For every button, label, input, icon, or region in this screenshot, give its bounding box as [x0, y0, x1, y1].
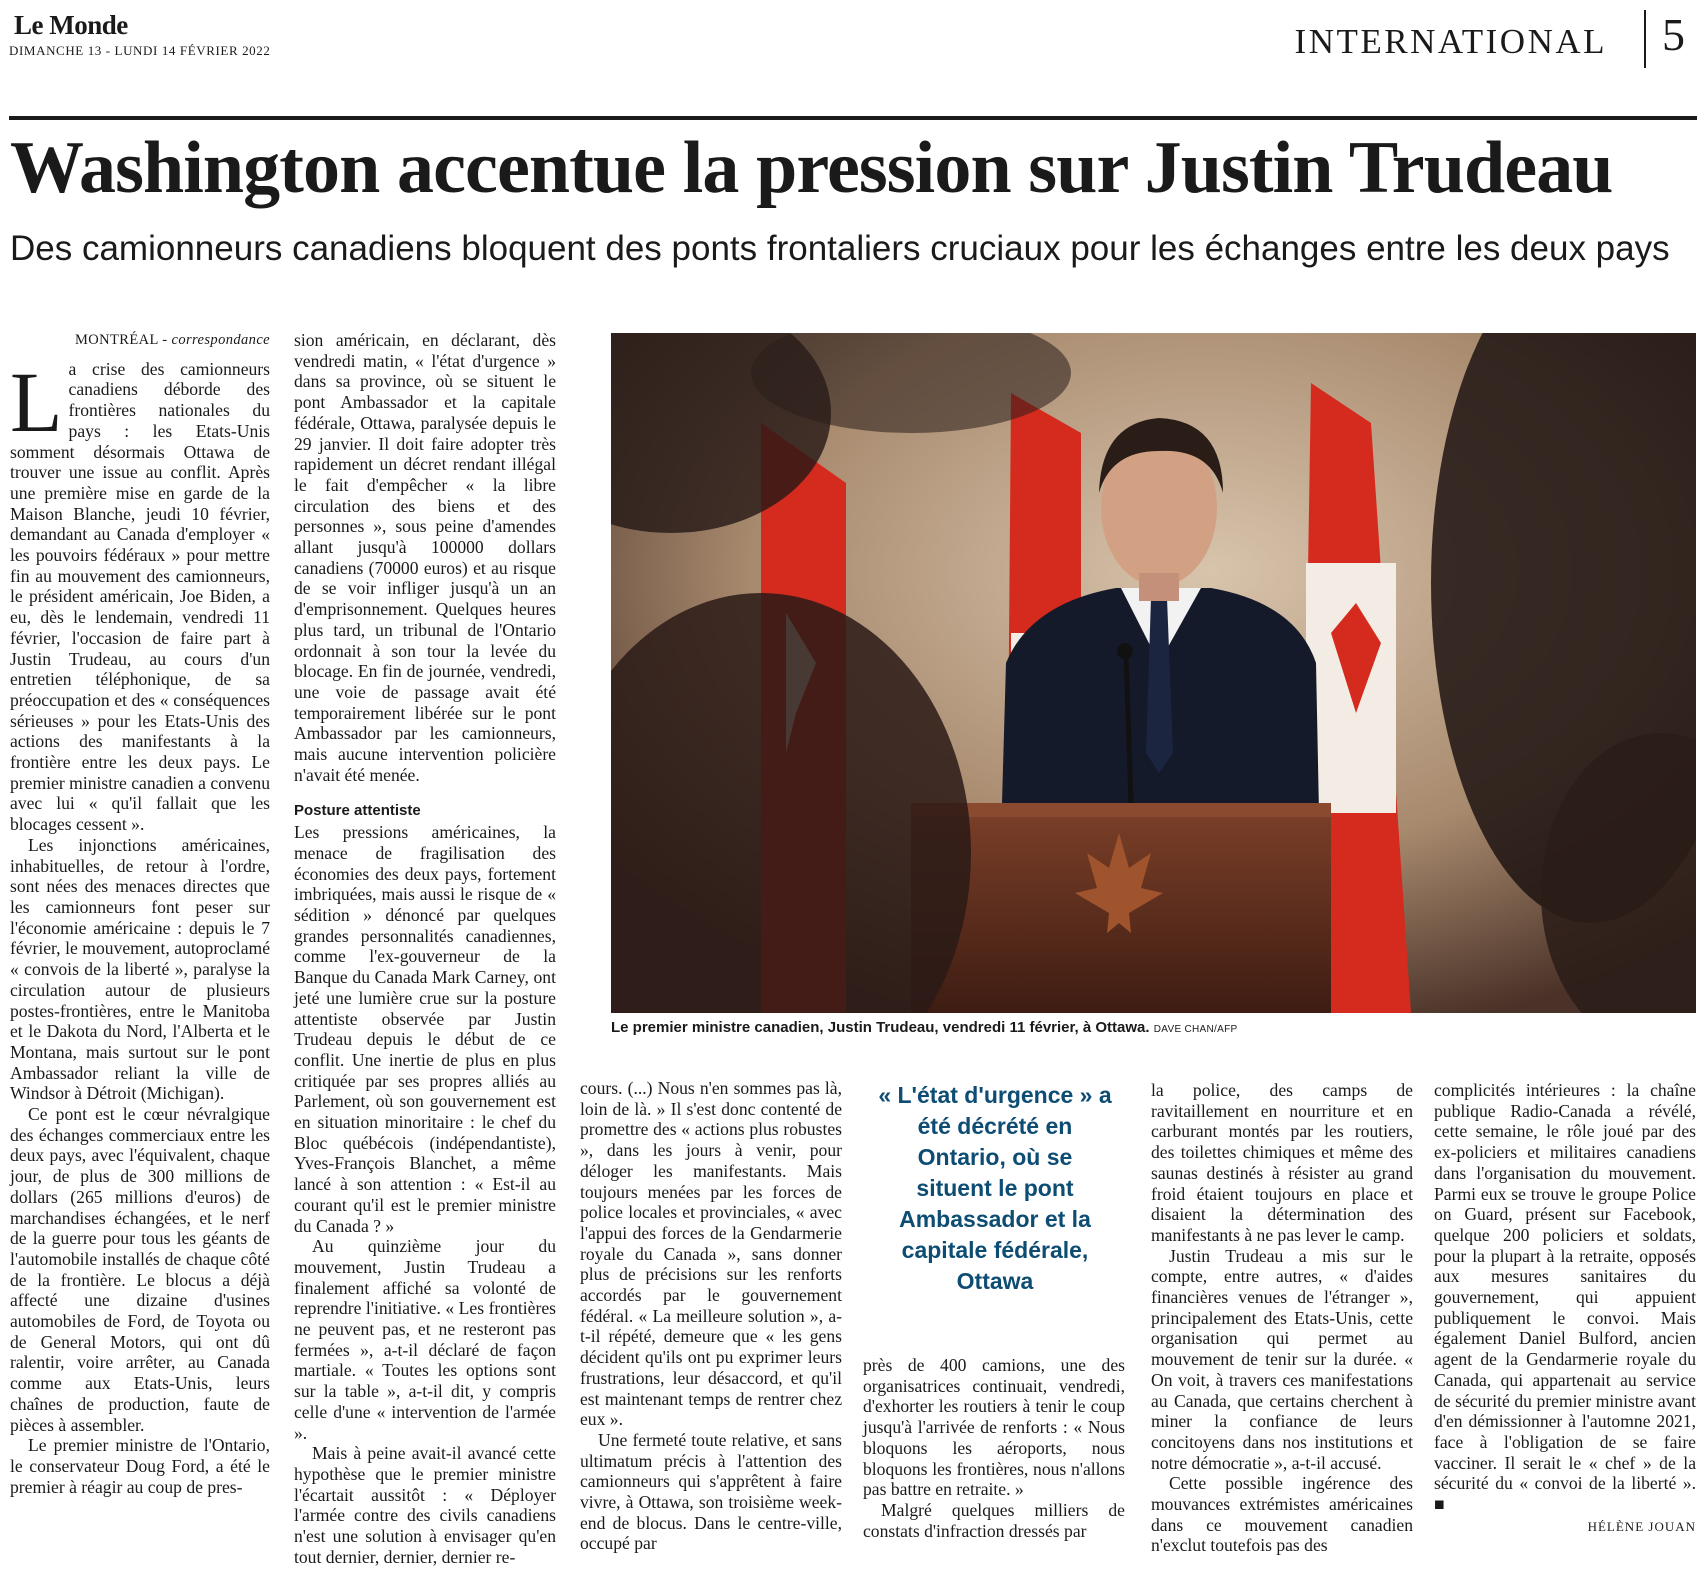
article-column-6	[1434, 1080, 1696, 1537]
paragraph: Une fermeté toute relative, et sans ultimatum précis à l'attention des camionneurs qui s'apprêtent à faire vivre, à Ottawa, son troisième week-end de blocus. Dans le centre-ville, occupé par	[580, 1429, 842, 1554]
page-number: 5	[1662, 9, 1685, 60]
subheadline: Des camionneurs canadiens bloquent des ponts frontaliers cruciaux pour les échanges entre les deux pays	[10, 229, 1670, 268]
paragraph: Les injonctions américaines, inhabituelles, de retour à l'ordre, sont nées des menaces directes que les camionneurs font peser sur l'économie américaine : depuis le 7 février, le mouvement, autoproclamé « convois de la liberté », paralyse la circulation autour de plusieurs postes-frontières, entre le Manitoba et le Dakota du Nord, l'Alberta et le Montana, mais surtout sur le pont Ambassador reliant la ville de Windsor à Détroit (Michigan).	[10, 834, 270, 1104]
subhead: Posture attentiste	[294, 802, 421, 820]
paragraph: sion américain, en déclarant, dès vendredi matin, « l'état d'urgence » dans sa province, où se situent le pont Ambassador et la capitale fédérale, Ottawa, paralysée depuis le 29 janvier. Il doit faire adopter très rapidement un décret rendant illégal le fait d'empêcher « la libre circulation des biens et des personnes », sous peine d'amendes allant jusqu'à 100000 dollars canadiens (70000 euros) et au risque de se voir infliger jusqu'à un an d'emprisonnement. Quelques heures plus tard, un tribunal de l'Ontario ordonnait à son tour la levée du blocage. En fin de journée, vendredi, une voie de passage avait été temporairement libérée sur le pont Ambassador par les camionneurs, mais aucune intervention policière n'avait été menée.	[294, 330, 556, 785]
paragraph: La crise des camionneurs canadiens déborde des frontières nationales du pays : les Etats-Unis somment désormais Ottawa de trouver une issue au conflit. Après une première mise en garde de la Maison Blanche, jeudi 10 février, demandant au Canada d'employer « les pouvoirs fédéraux » pour mettre fin au mouvement des camionneurs, le président américain, Joe Biden, a eu, dès le lendemain, vendredi 11 février, l'occasion de faire part à Justin Trudeau, au cours d'un entretien téléphonique, de sa préoccupation et des « conséquences sérieuses » pour les Etats-Unis des actions des manifestants à la frontière entre les deux pays. Le premier ministre canadien a convenu avec lui « qu'il fallait que les blocages cessent ».	[10, 353, 270, 835]
article-column-3	[580, 1078, 842, 1554]
issue-date: DIMANCHE 13 - LUNDI 14 FÉVRIER 2022	[9, 43, 271, 58]
paragraph: Cette possible ingérence des mouvances extrémistes américaines dans ce mouvement canadien n'exclut toutefois pas des	[1151, 1473, 1413, 1556]
pull-quote: « L'état d'urgence » a été décrété en Ontario, où se situent le pont Ambassador et la capitale fédérale, Ottawa	[878, 1082, 1112, 1294]
article-column-4	[863, 1355, 1125, 1541]
article-column-1	[10, 330, 270, 1497]
paragraph: cours. (...) Nous n'en sommes pas là, loin de là. » Il s'est donc contenté de promettre des « actions plus robustes », dans les jours à venir, pour déloger les manifestants. Mais toujours menées par les forces de police locales et provinciales, « avec l'appui des forces de la Gendarmerie royale du Canada », sans donner plus de précisions sur les renforts accordés par le gouvernement fédéral. « La meilleure solution », a-t-il répété, demeure que « les gens décident qu'ils ont pu exprimer leurs frustrations, leur désaccord, et qu'il est maintenant temps de rentrer chez eux ».	[580, 1078, 842, 1430]
paragraph: Les pressions américaines, la menace de fragilisation des économies des deux pays, fortement imbriquées, mais aussi le risque de « sédition » dénoncé par quelques grandes personnalités canadiennes, comme l'ex-gouverneur de la Banque du Canada Mark Carney, ont jeté une lumière crue sur la posture attentiste observée par Justin Trudeau depuis le début de ce conflit. Une inertie de plus en plus critiquée par ses propres alliés au Parlement, où son gouvernement est en situation minoritaire : le chef du Bloc québécois (indépendantiste), Yves-François Blanchet, a même lancé à son attention : « Est-il au courant qu'il est le premier ministre du Canada ? »	[294, 822, 556, 1236]
paragraph: Mais à peine avait-il avancé cette hypothèse que le premier ministre l'écartait aussitôt : « Déployer l'armée contre des civils canadiens n'est une solution à envisager qu'en tout dernier, dernier, dernier re-	[294, 1443, 556, 1567]
paragraph: Le premier ministre de l'Ontario, le conservateur Doug Ford, a été le premier à réagir au coup de pres-	[10, 1435, 270, 1497]
top-rule	[9, 116, 1697, 120]
section-divider	[1644, 10, 1646, 68]
photo-credit: DAVE CHAN/AFP	[1153, 1024, 1238, 1035]
photo-caption: Le premier ministre canadien, Justin Trudeau, vendredi 11 février, à Ottawa. DAVE CHAN/AFP	[611, 1019, 1238, 1036]
newspaper-logo: Le Monde	[14, 10, 128, 40]
paragraph: Au quinzième jour du mouvement, Justin Trudeau a finalement affiché sa volonté de reprendre l'initiative. « Les frontières ne peuvent pas, et ne resteront pas fermées », a-t-il déclaré de façon martiale. « Toutes les options sont sur la table », a-t-il dit, y compris celle d'une « intervention de l'armée ».	[294, 1236, 556, 1443]
paragraph: Malgré quelques milliers de constats d'infraction dressés par	[863, 1499, 1125, 1541]
byline: HÉLÈNE JOUAN	[1587, 1518, 1696, 1534]
drop-cap: L	[10, 353, 63, 450]
dateline: MONTRÉAL - correspondance	[75, 332, 270, 348]
paragraph: près de 400 camions, une des organisatrices continuait, vendredi, d'exhorter les routiers à tenir le coup jusqu'à l'arrivée de renforts : « Nous bloquons les aéroports, nous bloquons les frontières, nous n'allons pas battre en retraite. »	[863, 1355, 1125, 1500]
podium	[911, 803, 1331, 1013]
photo-illustration	[611, 333, 1696, 1013]
paragraph: complicités intérieures : la chaîne publique Radio-Canada a révélé, cette semaine, le rôle joué par des ex-policiers et militaires canadiens dans l'organisation du mouvement. Parmi eux se trouve le groupe Police on Guard, présent sur Facebook, quelque 200 policiers et soldats, pour la plupart à la retraite, opposés aux mesures sanitaires du gouvernement, qui appuient publiquement le convoi. Mais également Daniel Bulford, ancien agent de la Gendarmerie royale du Canada, qui appartenait au service de sécurité du premier ministre avant d'en démissionner à l'automne 2021, face à l'obligation de se faire vacciner. Il serait le « chef » de la sécurité du « convoi de la liberté ». ■	[1434, 1080, 1696, 1515]
section-name: INTERNATIONAL	[1294, 22, 1607, 61]
paragraph: Justin Trudeau a mis sur le compte, entre autres, « d'aides financières venues de l'étranger », principalement des Etats-Unis, cette organisation qui permet au mouvement de tenir sur la durée. « On voit, à travers ces manifestations au Canada, que certains cherchent à miner la confiance de leurs concitoyens dans nos institutions et notre démocratie », a-t-il accusé.	[1151, 1245, 1413, 1473]
paragraph: Ce pont est le cœur névralgique des échanges commerciaux entre les deux pays, avec l'équivalent, chaque jour, de plus de 300 millions de dollars (265 millions d'euros) de marchandises échangées, et le nerf de la guerre pour tous les géants de l'automobile installés de chaque côté de la frontière. Le blocus a déjà affecté une dizaine d'usines automobiles de Ford, de Toyota ou de General Motors, qui ont dû ralentir, voire arrêter, au Canada comme aux Etats-Unis, leurs chaînes de production, faute de pièces à assembler.	[10, 1104, 270, 1435]
article-column-5	[1151, 1080, 1413, 1556]
article-column-2	[294, 330, 556, 1567]
headline: Washington accentue la pression sur Justin Trudeau	[10, 127, 1613, 209]
paragraph: la police, des camps de ravitaillement en nourriture et en carburant montés par les routiers, des toilettes chimiques et même des saunas destinés à résister au grand froid étaient toujours en place et disaient la détermination des manifestants à ne pas lever le camp.	[1151, 1080, 1413, 1245]
article-photo	[611, 333, 1696, 1013]
